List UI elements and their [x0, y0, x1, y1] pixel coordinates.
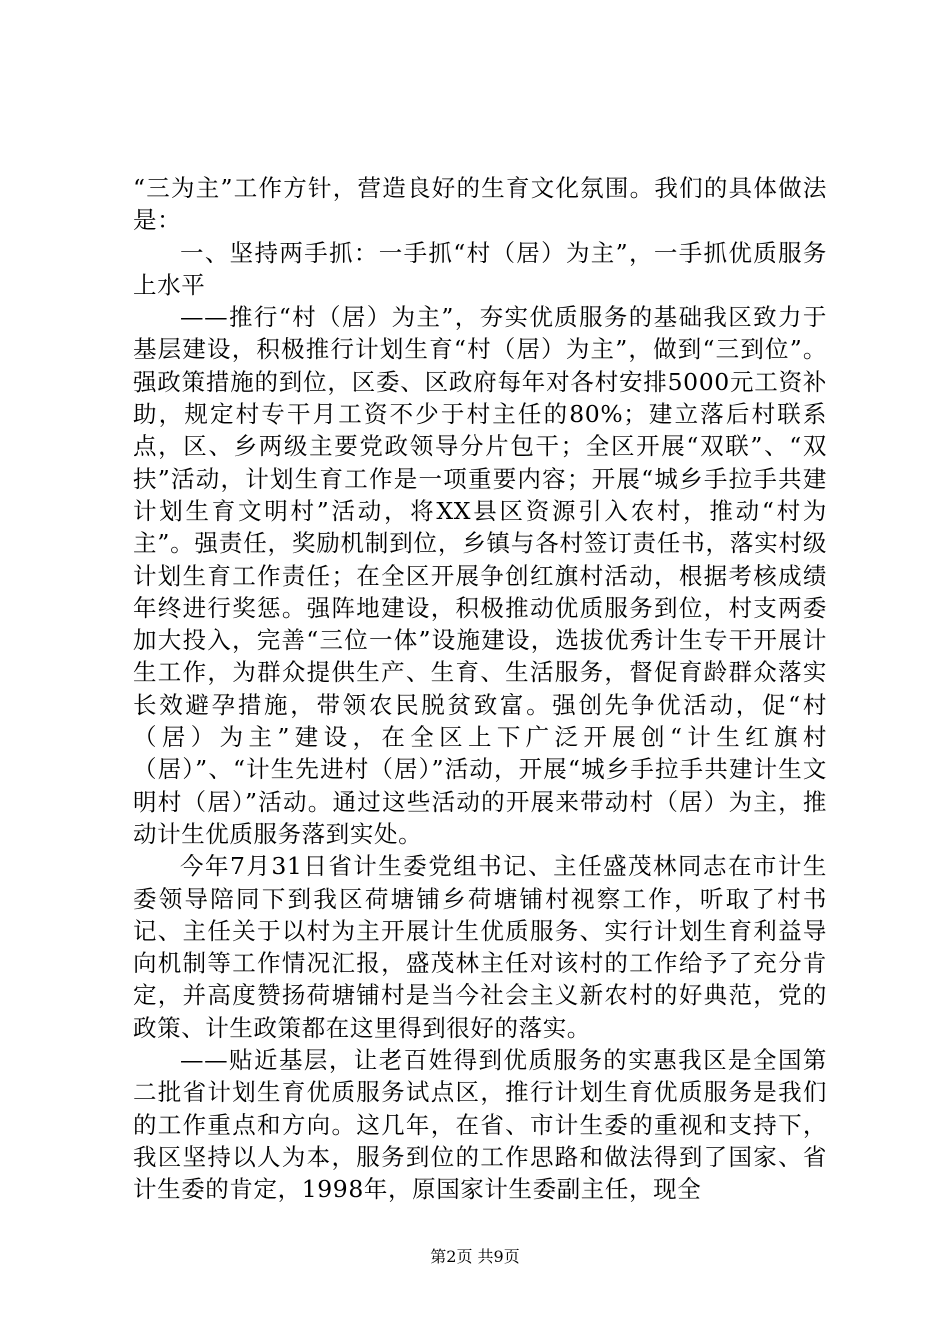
paragraph: ——推行“村（居）为主”，夯实优质服务的基础我区致力于基层建设，积极推行计划生育“村（居）为主”，做到“三到位”。强政策措施的到位，区委、区政府每年对各村安排5000元工资补助，规定村专干月工资不少于村主任的80%；建立落后村联系点，区、乡两级主要党政领导分片包干；全区开展“双联”、“双扶”活动，计划生育工作是一项重要内容；开展“城乡手拉手共建计划生育文明村”活动，将XX县区资源引入农村，推动“村为主”。强责任，奖励机制到位，乡镇与各村签订责任书，落实村级计划生育工作责任；在全区开展争创红旗村活动，根据考核成绩年终进行奖惩。强阵地建设，积极推动优质服务到位，村支两委加大投入，完善“三位一体”设施建设，选拔优秀计生专干开展计生工作，为群众提供生产、生育、生活服务，督促育龄群众落实长效避孕措施，带领农民脱贫致富。强创先争优活动，促“村（居）为主”建设，在全区上下广泛开展创“计生红旗村（居）”、“计生先进村（居）”活动，开展“城乡手拉手共建计生文明村（居）”活动。通过这些活动的开展来带动村（居）为主，推动计生优质服务落到实处。 — [133, 303, 827, 848]
paragraph-continuation: “三为主”工作方针，营造良好的生育文化氛围。我们的具体做法是： — [133, 174, 827, 235]
section-heading: 一、坚持两手抓：一手抓“村（居）为主”，一手抓优质服务上水平 — [133, 238, 827, 299]
document-body — [133, 172, 827, 1206]
paragraph: 今年7月31日省计生委党组书记、主任盛茂林同志在市计生委领导陪同下到我区荷塘铺乡荷塘铺村视察工作，听取了村书记、主任关于以村为主开展计生优质服务、实行计划生育利益导向机制等工作情况汇报，盛茂林主任对该村的工作给予了充分肯定，并高度赞扬荷塘铺村是当今社会主义新农村的好典范，党的政策、计生政策都在这里得到很好的落实。 — [133, 852, 827, 1042]
page-number-footer: 第2页 共9页 — [430, 1247, 520, 1266]
paragraph: ——贴近基层，让老百姓得到优质服务的实惠我区是全国第二批省计划生育优质服务试点区，推行计划生育优质服务是我们的工作重点和方向。这几年，在省、市计生委的重视和支持下，我区坚持以人为本，服务到位的工作思路和做法得到了国家、省计生委的肯定，1998年，原国家计生委副主任，现全 — [133, 1046, 827, 1204]
